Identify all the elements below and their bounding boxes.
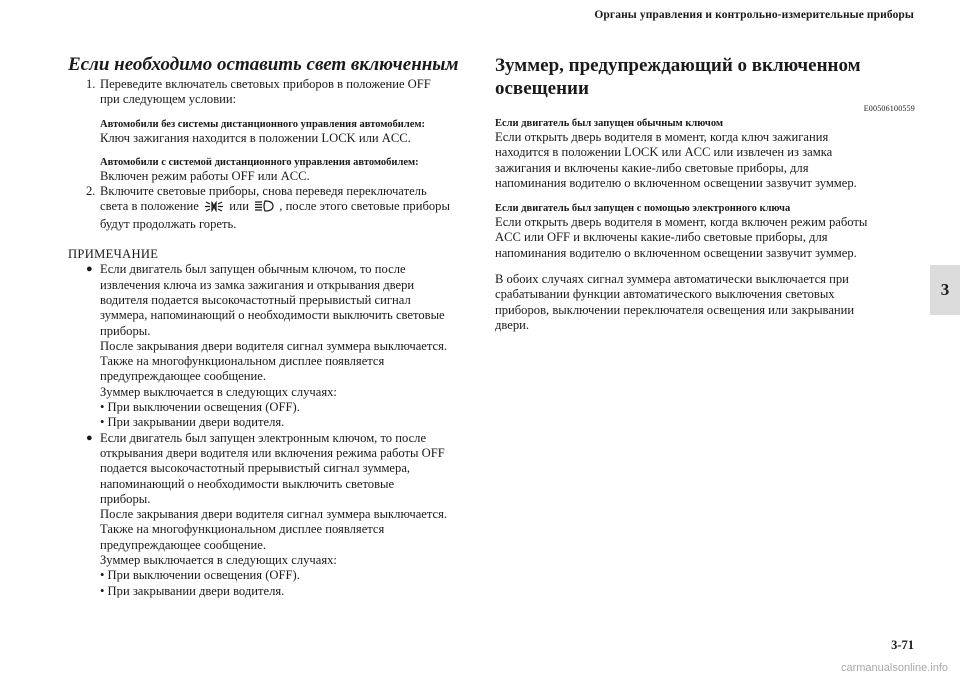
note-b1-line: После закрывания двери водителя сигнал зуммера выключается. bbox=[100, 338, 448, 353]
condition-1-title: Автомобили без системы дистанционного управления автомобилем: bbox=[100, 118, 426, 130]
subsection-1-line: зажигания и включены какие-либо световые приборы, для bbox=[495, 160, 809, 175]
note-bullet-2 bbox=[86, 431, 484, 599]
bullet-dot-icon: ● bbox=[86, 431, 93, 444]
step-1-line-1: Переведите включатель световых приборов в положение OFF bbox=[100, 77, 431, 91]
subsection-1-title: Если двигатель был запущен обычным ключом bbox=[495, 118, 724, 129]
step-2-line-1: Включите световые приборы, снова переведя переключатель bbox=[100, 184, 427, 199]
note-b2-line: приборы. bbox=[100, 491, 151, 506]
step-1-number: 1. bbox=[86, 77, 96, 91]
note-b1-line: Зуммер выключается в следующих случаях: bbox=[100, 384, 337, 399]
note-b2-line: • При закрывании двери водителя. bbox=[100, 583, 285, 598]
subsection-2-line: ACC или OFF и включены какие-либо световые приборы, для bbox=[495, 230, 828, 245]
subsection-1-line: находится в положении LOCK или ACC или извлечен из замка bbox=[495, 145, 833, 160]
subsection-1-line: Если открыть дверь водителя в момент, когда ключ зажигания bbox=[495, 130, 829, 144]
summary-line: срабатывании функции автоматического выключения световых bbox=[495, 287, 835, 302]
section-heading-buzzer-line-2: освещении bbox=[495, 78, 589, 99]
watermark: carmanualsonline.info bbox=[840, 662, 948, 674]
left-column bbox=[68, 54, 484, 599]
note-b2-line: • При выключении освещения (OFF). bbox=[100, 568, 300, 583]
note-b2-line: открывания двери водителя или включения режима работы OFF bbox=[100, 445, 445, 460]
note-b1-line: • При закрывании двери водителя. bbox=[100, 415, 285, 430]
note-b2-line: предупреждающее сообщение. bbox=[100, 537, 267, 552]
subsection-2-title: Если двигатель был запущен с помощью электронного ключа bbox=[495, 203, 791, 215]
summary-line: В обоих случаях сигнал зуммера автоматически выключается при bbox=[495, 272, 849, 287]
subsection-1-line: напоминания водителю о включенном освещении зазвучит зуммер. bbox=[495, 175, 857, 190]
note-b2-line: Зуммер выключается в следующих случаях: bbox=[100, 553, 337, 568]
note-b1-line: Также на многофункциональном дисплее появляется bbox=[100, 354, 385, 369]
step-1-line-2: при следующем условии: bbox=[100, 92, 237, 107]
note-b2-line: После закрывания двери водителя сигнал зуммера выключается. bbox=[100, 507, 448, 522]
note-b2-line: Также на многофункциональном дисплее появляется bbox=[100, 522, 385, 537]
note-b2-line: Если двигатель был запущен электронным ключом, то после bbox=[100, 430, 427, 445]
note-b1-line: приборы. bbox=[100, 323, 151, 338]
step-1 bbox=[86, 77, 484, 108]
headlight-icon bbox=[254, 200, 274, 216]
note-b1-line: зуммера, напоминающий о необходимости выключить световые bbox=[100, 308, 445, 323]
summary-line: приборов, выключении переключателя освещения или закрывании bbox=[495, 302, 855, 317]
bullet-dot-icon: ● bbox=[86, 263, 93, 276]
section-heading-keep-lights: Если необходимо оставить свет включенным bbox=[68, 54, 459, 75]
note-b1-line: извлечения ключа из замка зажигания и открывания двери bbox=[100, 277, 415, 292]
summary-line: двери. bbox=[495, 317, 530, 332]
condition-2-title: Автомобили с системой дистанционного управления автомобилем: bbox=[100, 156, 419, 168]
note-b2-line: подается высокочастотный прерывистый сигнал зуммера, bbox=[100, 461, 411, 476]
page-number: 3-71 bbox=[891, 638, 914, 652]
subsection-2-line: Если открыть дверь водителя в момент, когда включен режим работы bbox=[495, 215, 868, 230]
note-b1-line: • При выключении освещения (OFF). bbox=[100, 400, 300, 415]
step-2-line-2-or: или bbox=[229, 199, 249, 214]
step-2-number: 2. bbox=[86, 184, 96, 199]
right-column bbox=[495, 54, 915, 333]
note-b2-line: напоминающий о необходимости выключить световые bbox=[100, 476, 395, 491]
condition-1-text: Ключ зажигания находится в положении LOCK или ACC. bbox=[100, 130, 411, 145]
note-title: ПРИМЕЧАНИЕ bbox=[68, 247, 159, 262]
step-2 bbox=[86, 184, 484, 232]
step-2-line-2b: , после этого световые приборы bbox=[279, 199, 450, 214]
section-heading-buzzer bbox=[495, 54, 915, 100]
step-2-line-2a: света в положение bbox=[100, 199, 199, 214]
page-header-title: Органы управления и контрольно-измерительные приборы bbox=[594, 9, 914, 21]
subsection-2-line: напоминания водителю о включенном освещении зазвучит зуммер. bbox=[495, 245, 857, 260]
section-heading-buzzer-line-1: Зуммер, предупреждающий о включенном bbox=[495, 55, 861, 76]
section-code: E00506100559 bbox=[863, 104, 915, 113]
condition-2-text: Включен режим работы OFF или ACC. bbox=[100, 168, 310, 183]
step-2-line-3: будут продолжать гореть. bbox=[100, 216, 237, 231]
note-bullet-1 bbox=[86, 262, 484, 430]
parking-light-icon bbox=[204, 201, 224, 216]
note-b1-line: водителя подается высокочастотный прерывистый сигнал bbox=[100, 292, 411, 307]
note-b1-line: Если двигатель был запущен обычным ключом, то после bbox=[100, 262, 406, 277]
summary-paragraph bbox=[495, 272, 915, 333]
chapter-tab: 3 bbox=[930, 265, 960, 315]
note-b1-line: предупреждающее сообщение. bbox=[100, 369, 267, 384]
subsection-1-text bbox=[495, 130, 915, 191]
subsection-2-text bbox=[495, 215, 915, 261]
